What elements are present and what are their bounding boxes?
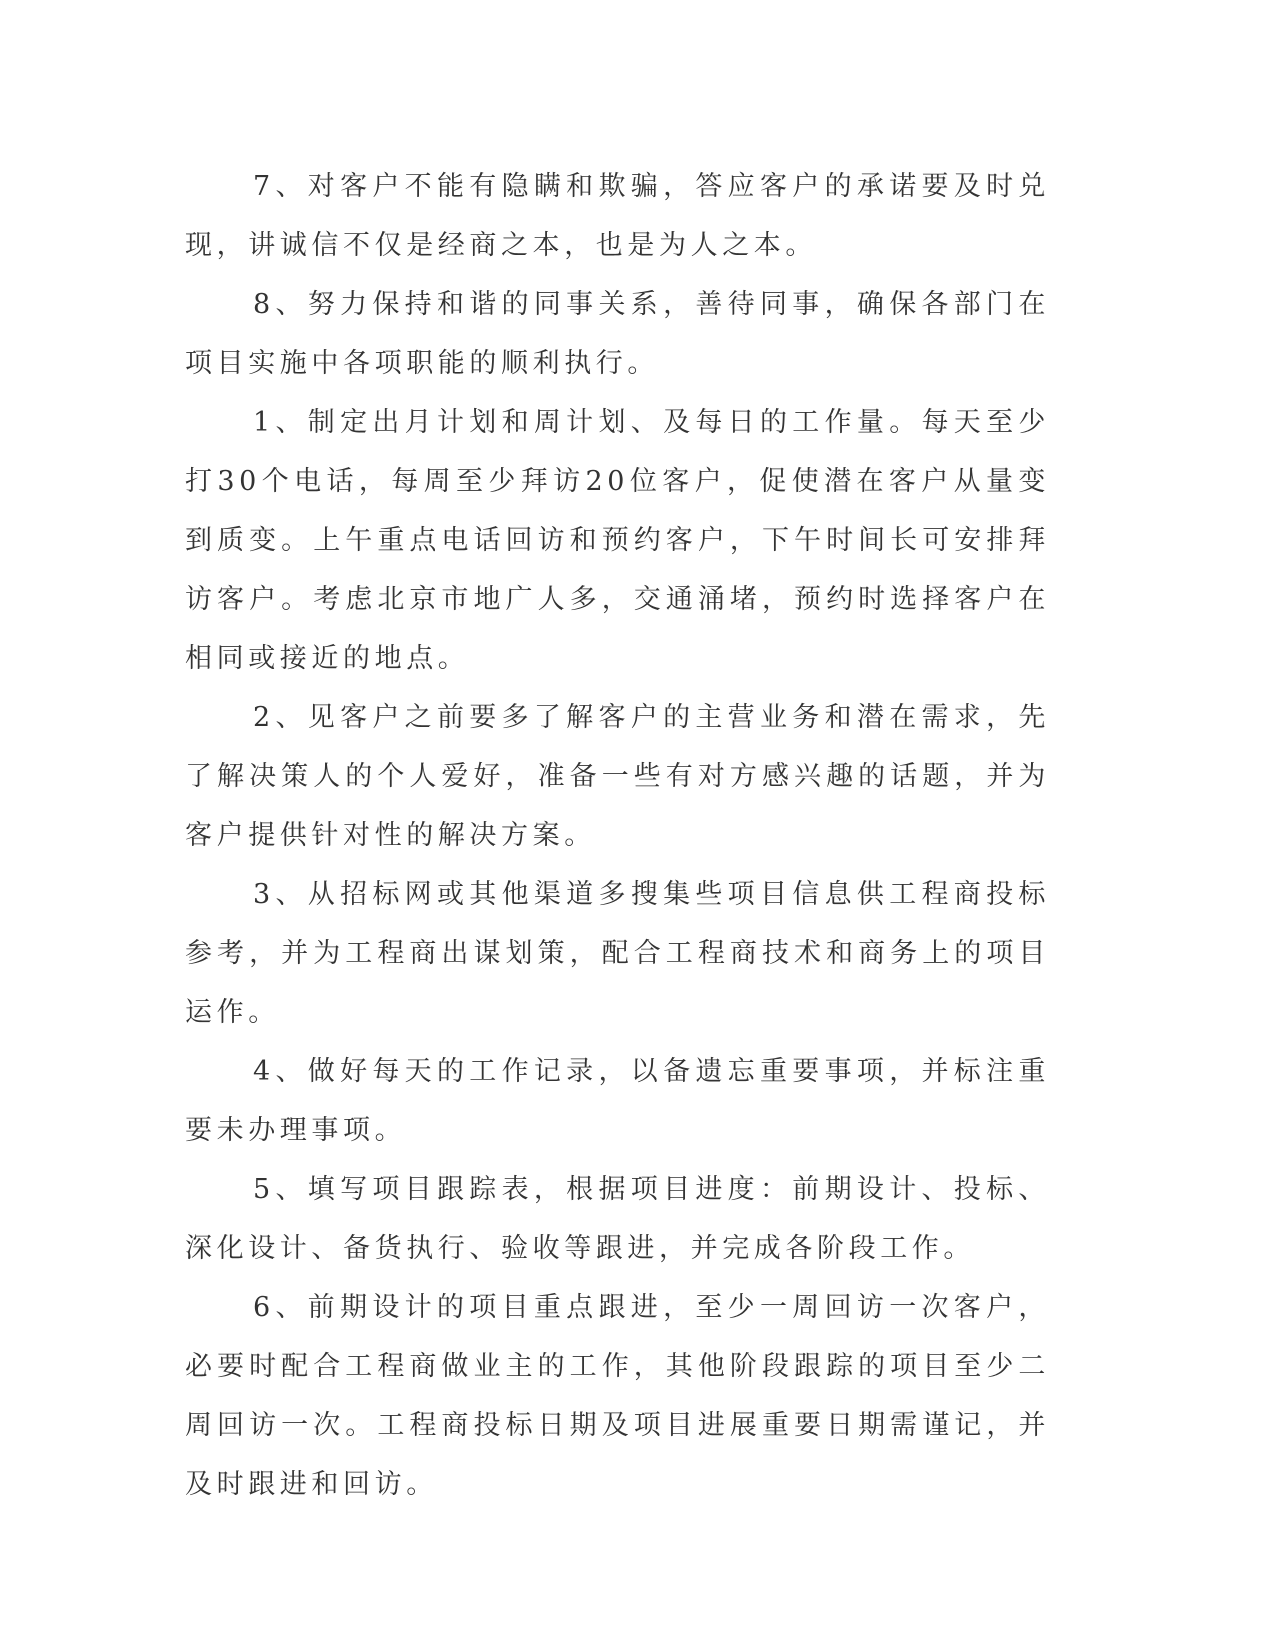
paragraph-6-follow-up: 6、前期设计的项目重点跟进，至少一周回访一次客户，必要时配合工程商做业主的工作，其他阶段跟踪的项目至少二周回访一次。工程商投标日期及项目进展重要日期需谨记，并及时跟进和回访。 xyxy=(185,1292,1050,1500)
paragraph-4-work-records: 4、做好每天的工作记录，以备遗忘重要事项，并标注重要未办理事项。 xyxy=(185,1056,1050,1146)
paragraph-2-client-preparation: 2、见客户之前要多了解客户的主营业务和潜在需求，先了解决策人的个人爱好，准备一些有对方感兴趣的话题，并为客户提供针对性的解决方案。 xyxy=(185,702,1050,851)
paragraph-1-work-plan: 1、制定出月计划和周计划、及每日的工作量。每天至少打30个电话，每周至少拜访20位客户，促使潜在客户从量变到质变。上午重点电话回访和预约客户，下午时间长可安排拜访客户。考虑北京市地广人多，交通涌堵，预约时选择客户在相同或接近的地点。 xyxy=(185,407,1050,674)
paragraph-3-project-info: 3、从招标网或其他渠道多搜集些项目信息供工程商投标参考，并为工程商出谋划策，配合工程商技术和商务上的项目运作。 xyxy=(185,879,1050,1028)
document-body xyxy=(185,157,1050,1514)
paragraph-5-project-tracking: 5、填写项目跟踪表，根据项目进度：前期设计、投标、深化设计、备货执行、验收等跟进，并完成各阶段工作。 xyxy=(185,1174,1050,1264)
paragraph-7-honesty: 7、对客户不能有隐瞒和欺骗，答应客户的承诺要及时兑现，讲诚信不仅是经商之本，也是为人之本。 xyxy=(185,171,1050,261)
paragraph-8-colleague-relations: 8、努力保持和谐的同事关系，善待同事，确保各部门在项目实施中各项职能的顺利执行。 xyxy=(185,289,1050,379)
